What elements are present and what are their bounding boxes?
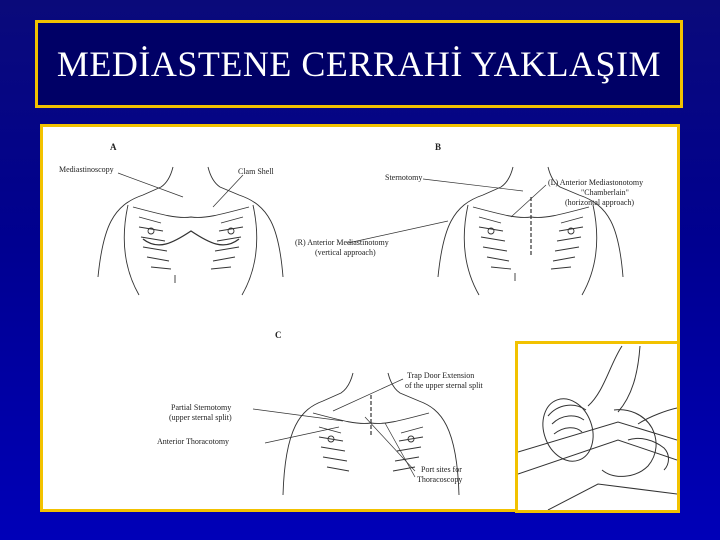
label-anterior-thoracotomy: Anterior Thoracotomy xyxy=(157,437,230,446)
label-left-anterior-2: "Chamberlain" xyxy=(581,188,629,197)
label-mediastinoscopy: Mediastinoscopy xyxy=(59,165,114,174)
label-left-anterior-1: (L) Anterior Mediastonotomy xyxy=(548,178,644,187)
label-right-anterior-2: (vertical approach) xyxy=(315,248,376,257)
label-partial-sternotomy-1: Partial Sternotomy xyxy=(171,403,232,412)
panel-c-letter: C xyxy=(275,330,282,340)
torso-a xyxy=(98,167,283,295)
panel-a-letter: A xyxy=(110,142,117,152)
patient-position-illustration xyxy=(518,344,677,510)
label-partial-sternotomy-2: (upper sternal split) xyxy=(169,413,232,422)
leader-lines xyxy=(118,173,546,477)
label-right-anterior-1: (R) Anterior Mediastinotomy xyxy=(295,238,389,247)
label-port-sites-1: Port sites for xyxy=(421,465,462,474)
slide-title: MEDİASTENE CERRAHİ YAKLAŞIM xyxy=(56,44,662,84)
label-trap-door-2: of the upper sternal split xyxy=(405,381,483,390)
label-left-anterior-3: (horizontal approach) xyxy=(565,198,635,207)
label-port-sites-2: Thoracoscopy xyxy=(417,475,463,484)
label-clam-shell: Clam Shell xyxy=(238,167,274,176)
label-trap-door-1: Trap Door Extension xyxy=(407,371,475,380)
label-sternotomy: Sternotomy xyxy=(385,173,423,182)
title-box xyxy=(35,20,683,108)
mediastinoscopy-position-inset xyxy=(515,341,680,513)
panel-b-letter: B xyxy=(435,142,442,152)
